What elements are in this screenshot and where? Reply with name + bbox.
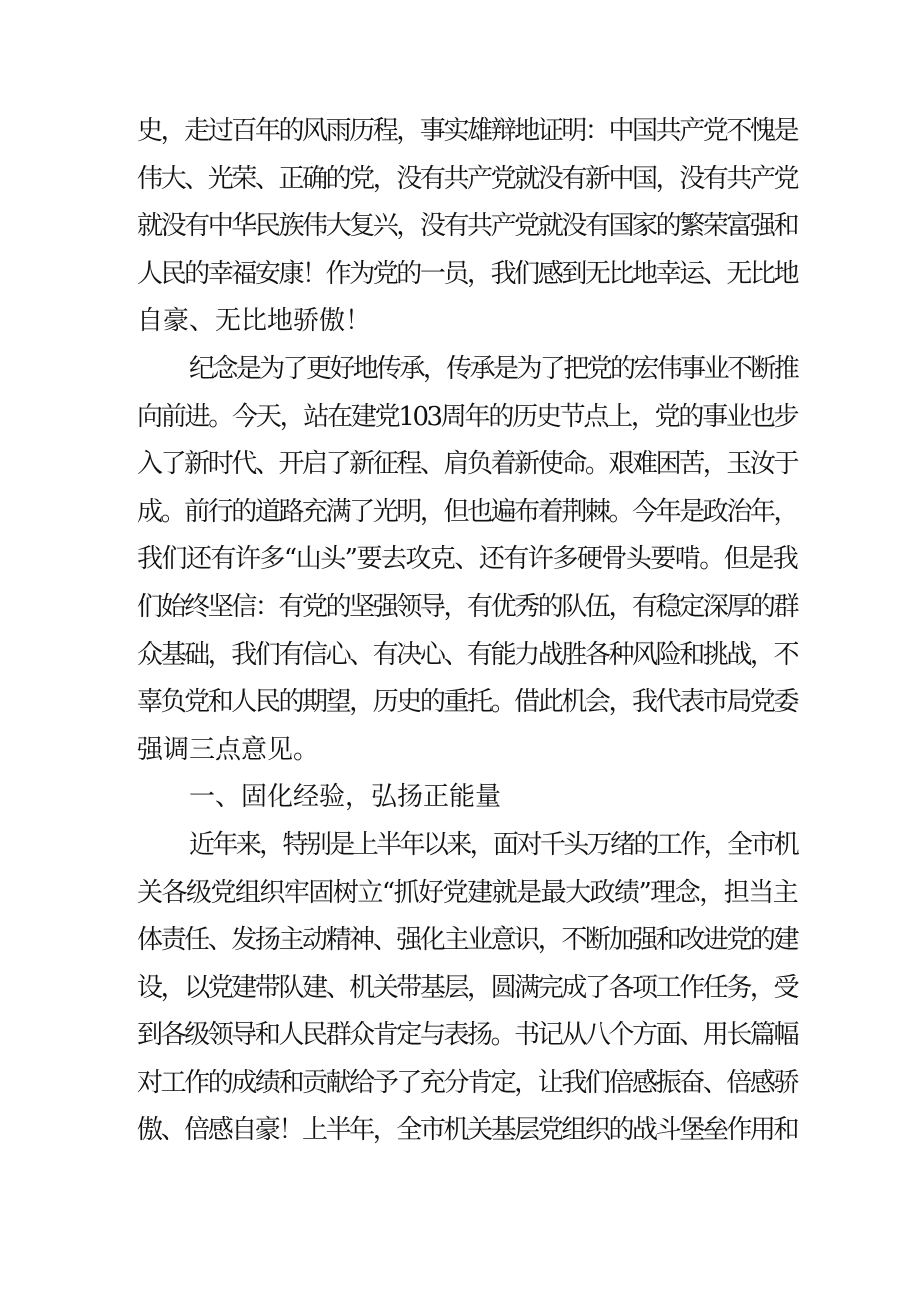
text-line: 们始终坚信：有党的坚强领导，有优秀的队伍，有稳定深厚的群 bbox=[137, 591, 797, 622]
text-line: 向前进。今天，站在建党103周年的历史节点上，党的事业也步 bbox=[137, 401, 797, 432]
text-line: 我们还有许多“山头”要去攻克、还有许多硬骨头要啃。但是我 bbox=[137, 544, 797, 575]
text-line: 体责任、发扬主动精神、强化主业意识，不断加强和改进党的建 bbox=[137, 925, 797, 956]
text-line: 众基础，我们有信心、有决心、有能力战胜各种风险和挑战，不 bbox=[137, 639, 797, 670]
text-line: 强调三点意见。 bbox=[137, 734, 320, 765]
paragraph-achievements bbox=[137, 822, 797, 1155]
text-line: 人民的幸福安康！作为党的一员，我们感到无比地幸运、无比地 bbox=[137, 258, 797, 289]
paragraph-commemoration bbox=[137, 346, 797, 774]
text-line: 自豪、无比地骄傲！ bbox=[137, 306, 372, 337]
paragraph-continuation bbox=[137, 108, 797, 346]
text-line: 就没有中华民族伟大复兴，没有共产党就没有国家的繁荣富强和 bbox=[137, 211, 797, 242]
text-line: 成。前行的道路充满了光明，但也遍布着荆棘。今年是政治年， bbox=[137, 496, 797, 527]
text-line: 到各级领导和人民群众肯定与表扬。书记从八个方面、用长篇幅 bbox=[137, 1020, 797, 1051]
text-line: 关各级党组织牢固树立“抓好党建就是最大政绩”理念，担当主 bbox=[137, 877, 797, 908]
document-body bbox=[137, 108, 797, 1155]
text-line: 伟大、光荣、正确的党，没有共产党就没有新中国，没有共产党 bbox=[137, 163, 797, 194]
text-line: 纪念是为了更好地传承，传承是为了把党的宏伟事业不断推 bbox=[189, 353, 797, 384]
text-line: 设，以党建带队建、机关带基层，圆满完成了各项工作任务，受 bbox=[137, 972, 797, 1003]
text-line: 对工作的成绩和贡献给予了充分肯定，让我们倍感振奋、倍感骄 bbox=[137, 1067, 797, 1098]
section-heading-text: 一、固化经验，弘扬正能量 bbox=[189, 782, 502, 813]
text-line: 傲、倍感自豪！上半年，全市机关基层党组织的战斗堡垒作用和 bbox=[137, 1115, 797, 1146]
text-line: 史，走过百年的风雨历程，事实雄辩地证明：中国共产党不愧是 bbox=[137, 116, 797, 146]
text-line: 入了新时代、开启了新征程、肩负着新使命。艰难困苦，玉汝于 bbox=[137, 449, 797, 480]
text-line: 近年来，特别是上半年以来，面对千头万绪的工作，全市机 bbox=[189, 829, 797, 860]
section-heading bbox=[137, 774, 797, 822]
text-line: 辜负党和人民的期望，历史的重托。借此机会，我代表市局党委 bbox=[137, 687, 797, 718]
